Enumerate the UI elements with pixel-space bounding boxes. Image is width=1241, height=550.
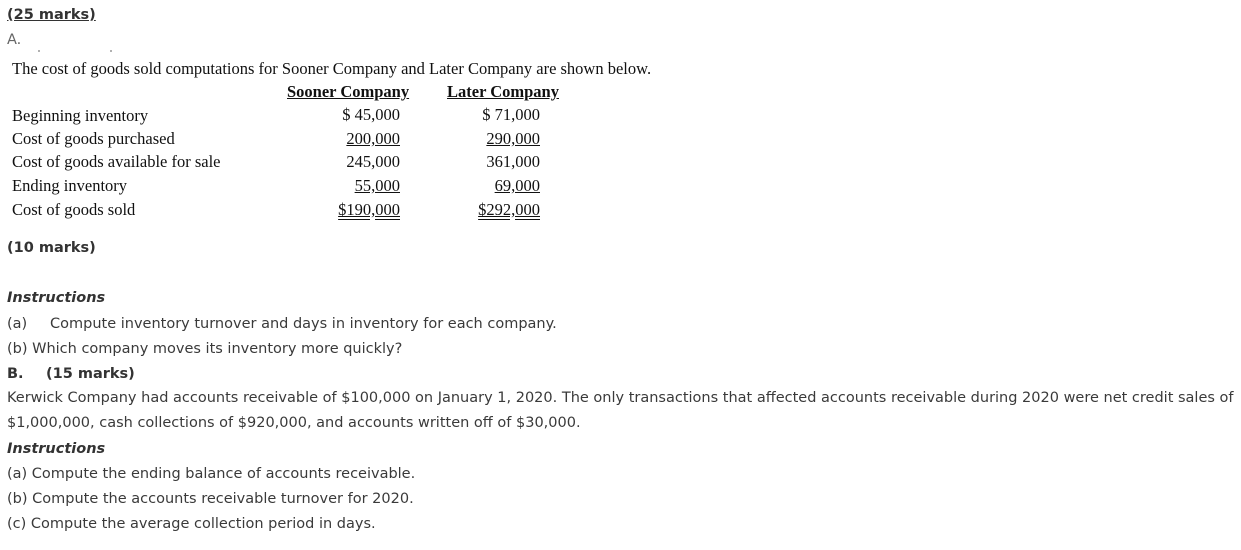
part-b-label: B. xyxy=(7,366,24,382)
row-label: Beginning inventory xyxy=(12,106,149,125)
cell-later: 69,000 xyxy=(494,176,540,195)
stray-dot-mark xyxy=(38,50,40,52)
cell-sooner: $190,000 xyxy=(338,200,400,219)
part-b-marks: (15 marks) xyxy=(46,366,135,382)
instructions-heading-a: Instructions xyxy=(7,290,106,306)
stray-dot-mark xyxy=(110,50,112,52)
instruction-b-item: (c) Compute the average collection period in days. xyxy=(7,516,376,532)
column-header-sooner: Sooner Company xyxy=(287,82,410,101)
cell-sooner: $ 45,000 xyxy=(342,105,400,124)
cell-later: 290,000 xyxy=(486,129,540,148)
cell-later: 361,000 xyxy=(486,152,540,171)
instruction-a-prefix: (a) xyxy=(7,316,28,332)
column-header-later: Later Company xyxy=(447,82,559,101)
row-label: Ending inventory xyxy=(12,176,128,195)
instruction-b-item: (a) Compute the ending balance of accounts receivable. xyxy=(7,466,416,482)
part-a-marks: (10 marks) xyxy=(7,240,96,256)
row-label: Cost of goods purchased xyxy=(12,129,175,148)
cell-sooner: 245,000 xyxy=(346,152,400,171)
cell-later: $ 71,000 xyxy=(482,105,540,124)
cell-sooner: 200,000 xyxy=(346,129,400,148)
instruction-b-item: (b) Compute the accounts receivable turnover for 2020. xyxy=(7,491,414,507)
part-a-intro: The cost of goods sold computations for Sooner Company and Later Company are shown below. xyxy=(12,59,652,78)
part-b-paragraph: Kerwick Company had accounts receivable of $100,000 on January 1, 2020. The only transactions that affected accounts receivable during 2020 were net credit sales of $1,000,000, cash collections of $920,000, and accounts written off of $30,000. xyxy=(7,390,1234,431)
row-label: Cost of goods sold xyxy=(12,200,136,219)
instruction-a-text: Compute inventory turnover and days in inventory for each company. xyxy=(50,316,557,332)
row-label: Cost of goods available for sale xyxy=(12,152,221,171)
instruction-b-text: (b) Which company moves its inventory more quickly? xyxy=(7,341,403,357)
total-marks-heading: (25 marks) xyxy=(7,7,96,23)
instructions-heading-b: Instructions xyxy=(7,441,106,457)
cell-later: $292,000 xyxy=(478,200,540,219)
part-a-label: A. xyxy=(7,32,22,48)
cell-sooner: 55,000 xyxy=(354,176,400,195)
